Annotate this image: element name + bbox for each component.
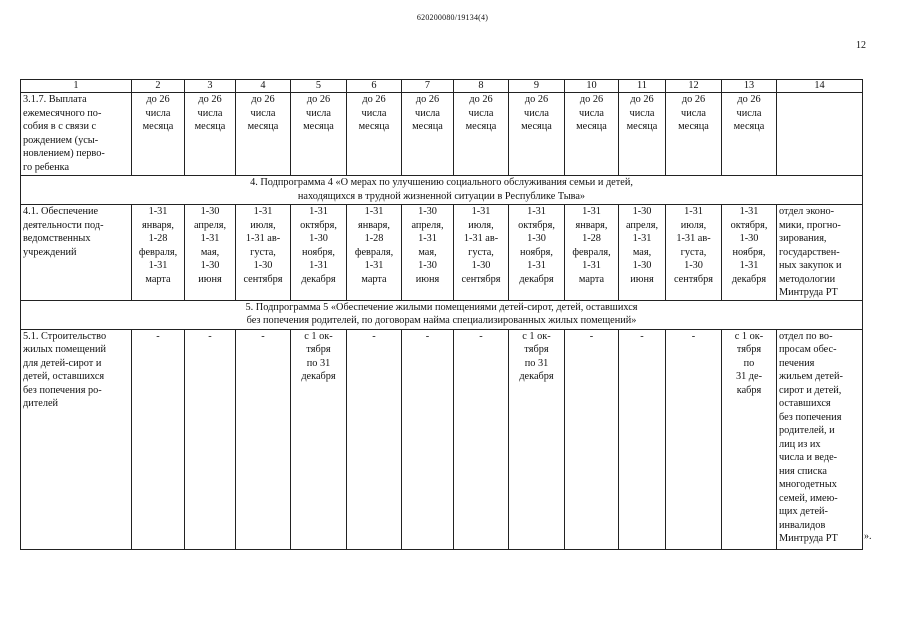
column-number: 10: [565, 80, 619, 93]
schedule-cell: -: [402, 329, 454, 549]
schedule-cell: до 26 числа месяца: [454, 93, 509, 176]
schedule-cell: 1-30 апреля, 1-31 мая, 1-30 июня: [402, 205, 454, 301]
schedule-cell: 1-30 апреля, 1-31 мая, 1-30 июня: [185, 205, 236, 301]
schedule-cell: -: [619, 329, 666, 549]
activity-name: 4.1. Обеспечение деятельности под- ведомственных учреждений: [21, 205, 132, 301]
schedule-table: [20, 79, 863, 550]
section-row: [21, 176, 863, 205]
column-number: 12: [666, 80, 722, 93]
section-row: [21, 300, 863, 329]
schedule-cell: с 1 ок- тября по 31 декабря: [291, 329, 347, 549]
responsible-cell: отдел по во- просам обес- печения жильем детей- сирот и детей, оставшихся без попечения родителей, и лиц из их числа и веде- ния списка многодетных семей, имею- щих детей- инвалидов Минтруда РТ: [777, 329, 863, 549]
schedule-cell: до 26 числа месяца: [722, 93, 777, 176]
activity-name: 3.1.7. Выплата ежемесячного по- собия в с связи с рождением (усы- новлением) перво- го ребенка: [21, 93, 132, 176]
column-number: 3: [185, 80, 236, 93]
column-number: 4: [236, 80, 291, 93]
column-number: 8: [454, 80, 509, 93]
schedule-cell: до 26 числа месяца: [347, 93, 402, 176]
closing-mark: ».: [864, 531, 872, 542]
schedule-cell: до 26 числа месяца: [666, 93, 722, 176]
schedule-cell: -: [132, 329, 185, 549]
schedule-cell: -: [236, 329, 291, 549]
schedule-cell: с 1 ок- тября по 31 декабря: [509, 329, 565, 549]
column-number: 14: [777, 80, 863, 93]
column-number: 11: [619, 80, 666, 93]
schedule-cell: 1-31 июля, 1-31 ав- густа, 1-30 сентября: [666, 205, 722, 301]
schedule-cell: с 1 ок- тября по 31 де- кабря: [722, 329, 777, 549]
schedule-cell: до 26 числа месяца: [185, 93, 236, 176]
schedule-cell: -: [565, 329, 619, 549]
schedule-cell: 1-31 октября, 1-30 ноября, 1-31 декабря: [509, 205, 565, 301]
schedule-cell: до 26 числа месяца: [402, 93, 454, 176]
column-number: 1: [21, 80, 132, 93]
section-title: 4. Подпрограмма 4 «О мерах по улучшению социального обслуживания семьи и детей, находящихся в трудной жизненной ситуации в Республике Тыва»: [21, 176, 863, 205]
table-row: [21, 93, 863, 176]
schedule-cell: 1-31 января, 1-28 февраля, 1-31 марта: [347, 205, 402, 301]
schedule-cell: 1-31 октября, 1-30 ноября, 1-31 декабря: [291, 205, 347, 301]
schedule-cell: -: [454, 329, 509, 549]
page-number: 12: [856, 40, 866, 51]
schedule-cell: 1-31 января, 1-28 февраля, 1-31 марта: [565, 205, 619, 301]
schedule-cell: -: [185, 329, 236, 549]
column-number-row: [21, 80, 863, 93]
column-number: 13: [722, 80, 777, 93]
schedule-cell: до 26 числа месяца: [565, 93, 619, 176]
schedule-cell: до 26 числа месяца: [236, 93, 291, 176]
responsible-cell: [777, 93, 863, 176]
schedule-cell: -: [347, 329, 402, 549]
schedule-cell: 1-31 июля, 1-31 ав- густа, 1-30 сентября: [236, 205, 291, 301]
schedule-cell: 1-31 октября, 1-30 ноября, 1-31 декабря: [722, 205, 777, 301]
responsible-cell: отдел эконо- мики, прогно- зирования, государствен- ных закупок и методологии Минтруда РТ: [777, 205, 863, 301]
schedule-cell: до 26 числа месяца: [132, 93, 185, 176]
schedule-cell: 1-30 апреля, 1-31 мая, 1-30 июня: [619, 205, 666, 301]
column-number: 7: [402, 80, 454, 93]
schedule-cell: до 26 числа месяца: [291, 93, 347, 176]
column-number: 2: [132, 80, 185, 93]
section-title: 5. Подпрограмма 5 «Обеспечение жилыми помещениями детей-сирот, детей, оставшихся без попечения родителей, по договорам найма специализированных жилых помещений»: [21, 300, 863, 329]
column-number: 6: [347, 80, 402, 93]
column-number: 5: [291, 80, 347, 93]
schedule-cell: 1-31 июля, 1-31 ав- густа, 1-30 сентября: [454, 205, 509, 301]
schedule-cell: 1-31 января, 1-28 февраля, 1-31 марта: [132, 205, 185, 301]
activity-name: 5.1. Строительство жилых помещений для детей-сирот и детей, оставшихся без попечения ро- дителей: [21, 329, 132, 549]
schedule-cell: до 26 числа месяца: [509, 93, 565, 176]
schedule-cell: до 26 числа месяца: [619, 93, 666, 176]
document-id: 620200080/19134(4): [416, 13, 489, 22]
table-row: [21, 329, 863, 549]
column-number: 9: [509, 80, 565, 93]
schedule-cell: -: [666, 329, 722, 549]
table-row: [21, 205, 863, 301]
